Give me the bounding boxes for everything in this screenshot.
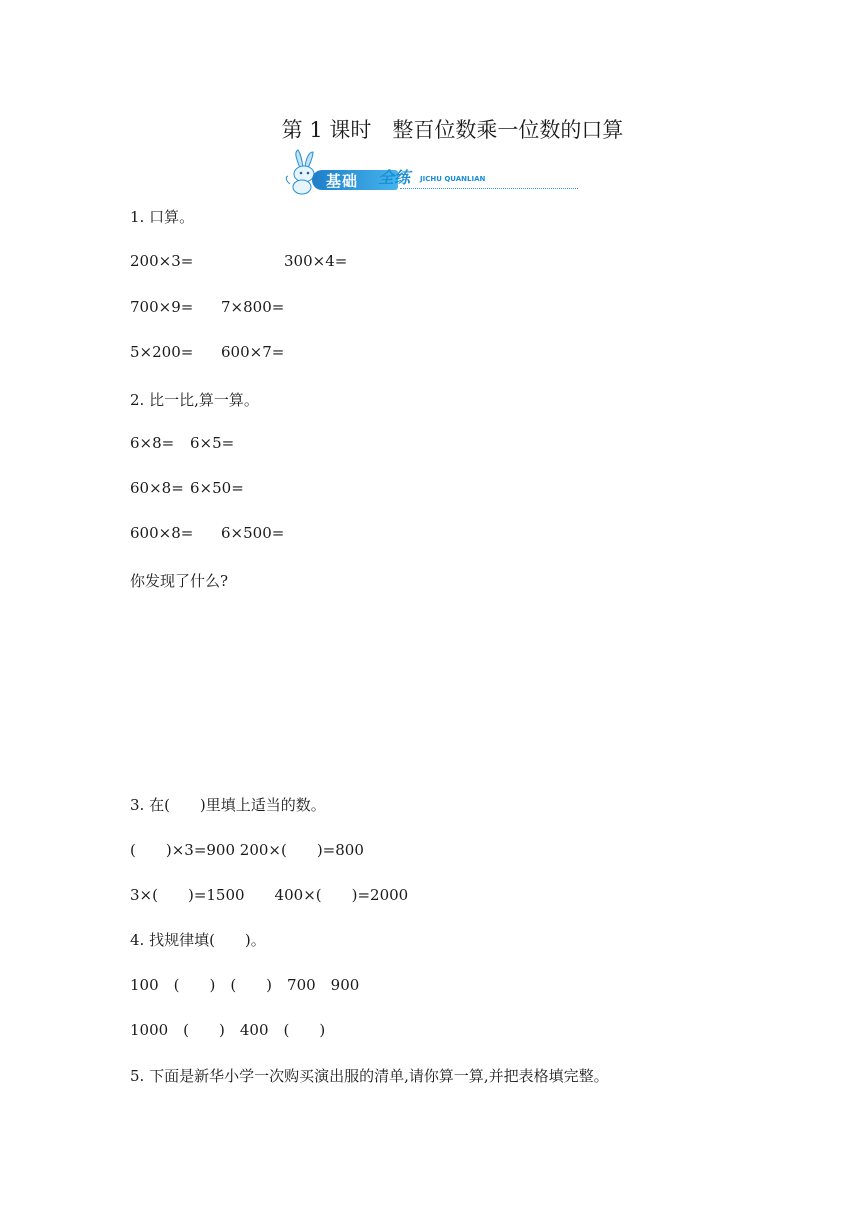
banner-brush-label: 全练 [378, 168, 411, 187]
section-banner [282, 148, 582, 196]
q3-heading: 3. 在( )里填上适当的数。 [130, 796, 326, 814]
q3-row: ( )×3=900 200×( )=800 [130, 841, 364, 859]
banner-pinyin: JICHU QUANLIAN [420, 175, 486, 183]
q5-heading: 5. 下面是新华小学一次购买演出服的清单,请你算一算,并把表格填完整。 [130, 1067, 609, 1085]
q1-expr: 700×9= [130, 298, 194, 316]
banner-dotted-rule [400, 188, 578, 189]
q1-expr: 7×800= [221, 298, 285, 316]
q1-expr: 200×3= [130, 252, 194, 270]
q1-expr: 600×7= [221, 343, 285, 361]
q2-heading: 2. 比一比,算一算。 [130, 391, 259, 409]
q1-heading: 1. 口算。 [130, 208, 195, 226]
q2-expr: 6×500= [221, 524, 285, 542]
q2-expr: 6×5= [190, 434, 235, 452]
page-title: 第 1 课时 整百位数乘一位数的口算 [281, 118, 624, 142]
q2-expr: 600×8= [130, 524, 194, 542]
q4-row: 1000 ( ) 400 ( ) [130, 1021, 326, 1039]
q4-heading: 4. 找规律填( )。 [130, 931, 266, 949]
banner-main-label: 基础 [326, 172, 359, 190]
q2-expr: 6×8= [130, 434, 175, 452]
q1-expr: 300×4= [284, 252, 348, 270]
q2-question: 你发现了什么? [130, 572, 229, 590]
q1-expr: 5×200= [130, 343, 194, 361]
q3-row: 3×( )=1500 400×( )=2000 [130, 886, 409, 904]
q2-expr: 60×8= [130, 479, 184, 497]
q2-expr: 6×50= [190, 479, 244, 497]
q4-row: 100 ( ) ( ) 700 900 [130, 976, 360, 994]
